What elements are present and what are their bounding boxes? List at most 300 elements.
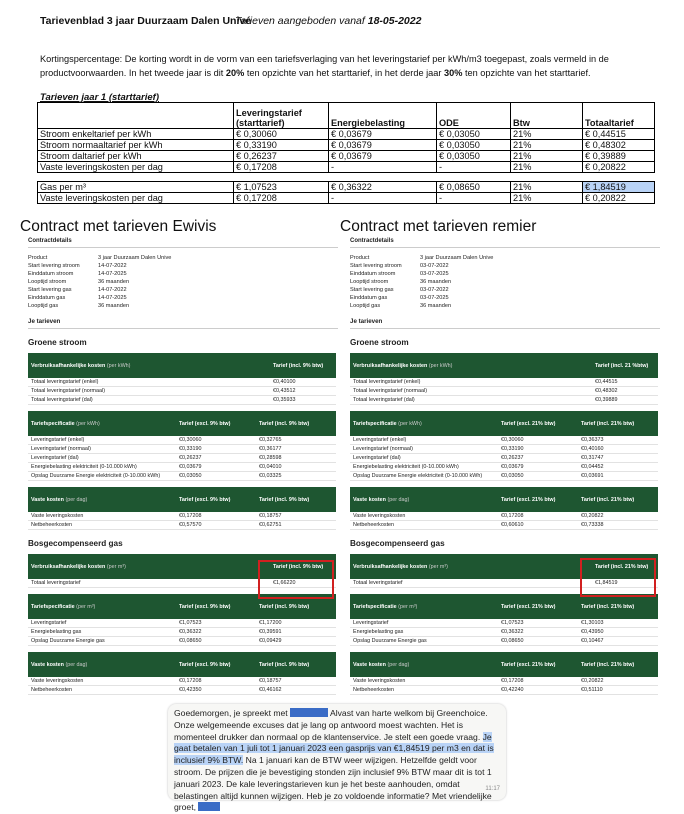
tariff-cell: € 0,03679 — [329, 140, 437, 151]
tariff-cell: Stroom daltarief per kWh — [38, 151, 234, 162]
gap-cell — [583, 173, 655, 182]
tariff-cell: € 0,08650 — [437, 182, 511, 193]
row-value: €0,17208 — [501, 513, 524, 519]
tariff-cell: € 0,26237 — [234, 151, 329, 162]
header-col: Tarief (excl. 21% btw) — [501, 661, 556, 668]
electricity-fixed-table — [350, 487, 658, 530]
row-value: €1,30103 — [581, 620, 604, 626]
tariff-row — [38, 129, 655, 140]
detail-value: 36 maanden — [420, 279, 452, 285]
tariff-cell: € 0,44515 — [583, 129, 655, 140]
message-timestamp: 11:17 — [485, 786, 500, 793]
gas-fixed-table — [28, 652, 336, 695]
highlight-box-right — [580, 558, 656, 597]
detail-value: 03-07-2025 — [420, 271, 449, 277]
contract-detail-row — [350, 278, 660, 286]
tariff-header-cell: Totaaltarief — [583, 103, 655, 129]
header-label — [350, 604, 498, 610]
tariff-cell: 21% — [511, 182, 583, 193]
row-label: Leveringstarief (normaal) — [353, 446, 413, 452]
sheet-title: Tarievenblad 3 jaar Duurzaam Dalen Univé — [40, 15, 252, 27]
header-label — [28, 662, 176, 668]
redacted-signature — [198, 802, 220, 811]
detail-value: 03-07-2025 — [420, 295, 449, 301]
contract-details-title: Contractdetails — [28, 238, 338, 248]
header-text: Vaste kosten — [353, 496, 386, 503]
header-unit: (per m³) — [106, 563, 126, 570]
gap-cell — [38, 173, 234, 182]
chat-text-1: Goedemorgen, je spreekt met — [174, 708, 288, 718]
header-col: Tarief (incl. 9% btw) — [273, 563, 324, 570]
tariff-row — [38, 151, 655, 162]
detail-value: 36 maanden — [420, 303, 452, 309]
contract-detail-row — [350, 262, 660, 270]
row-label: Energiebelasting elektriciteit (0-10.000 kWh) — [31, 464, 137, 470]
table-title: Tarieven jaar 1 (starttarief) — [40, 92, 159, 103]
row-label: Leveringstarief — [31, 620, 67, 626]
contract-detail-row — [28, 270, 338, 278]
table-row — [350, 677, 658, 686]
tariff-header-cell: Btw — [511, 103, 583, 129]
header-unit: (per dag) — [387, 661, 410, 668]
table-header — [350, 487, 658, 512]
header-label — [28, 497, 176, 503]
detail-value: 14-07-2025 — [98, 295, 127, 301]
row-label: Energiebelasting elektriciteit (0-10.000 kWh) — [353, 464, 459, 470]
header-label — [28, 604, 176, 610]
row-label: Leveringstarief (normaal) — [31, 446, 91, 452]
detail-value: 36 maanden — [98, 303, 130, 309]
header-label — [350, 497, 498, 503]
row-value: €1,66220 — [273, 580, 296, 586]
detail-value: 3 jaar Duurzaam Dalen Unive — [420, 255, 494, 261]
row-value: €0,57570 — [179, 522, 202, 528]
row-label: Totaal leveringstarief (enkel) — [353, 379, 421, 385]
tariff-cell: 21% — [511, 162, 583, 173]
header-unit: (per m³) — [76, 603, 96, 610]
tariff-cell: - — [437, 193, 511, 204]
detail-key: Einddatum gas — [350, 295, 388, 301]
je-tarieven-title: Je tarieven — [350, 318, 660, 329]
detail-value: 03-07-2022 — [420, 287, 449, 293]
contract-details-title: Contractdetails — [350, 238, 660, 248]
header-unit: (per kWh) — [428, 362, 453, 369]
detail-key: Product — [350, 255, 370, 261]
row-label: Energiebelasting gas — [31, 629, 82, 635]
row-value: €0,30060 — [179, 437, 202, 443]
row-value: €0,51110 — [581, 687, 603, 693]
gap-cell — [329, 173, 437, 182]
row-label: Totaal leveringstarief (dal) — [353, 397, 415, 403]
header-col: Tarief (incl. 9% btw) — [259, 603, 310, 610]
table-row — [350, 637, 658, 646]
header-text: Verbruiksafhankelijke kosten — [353, 362, 428, 369]
tariff-cell: € 0,17208 — [234, 162, 329, 173]
highlight-box-left — [258, 560, 334, 599]
header-text: Verbruiksafhankelijke kosten — [353, 563, 428, 570]
row-value: €0,43512 — [273, 388, 296, 394]
tariff-cell: € 0,17208 — [234, 193, 329, 204]
header-text: Tariefspecificatie — [31, 603, 75, 610]
row-value: €0,03679 — [501, 464, 524, 470]
chat-text-3: Na 1 januari kan de BTW weer wijzigen. Hetzelfde geldt voor stroom. De prijzen die je bevestiging stonden zijn inclusief 9% BTW maar dit is tot 1 januari 2023. De kale leveringstarieven kun je het beste aanhouden, omdat belastingen altijd kunnen wijzigen. Heb je zo voldoende informatie? Met vriendelijke groet, — [174, 755, 492, 813]
tariff-cell: - — [329, 162, 437, 173]
header-unit: (per dag) — [65, 496, 88, 503]
row-value: €0,09429 — [259, 638, 282, 644]
row-value: €0,03691 — [581, 473, 604, 479]
chat-message — [168, 704, 506, 813]
row-label: Leveringstarief (enkel) — [31, 437, 85, 443]
header-col: Tarief (incl. 9% btw) — [259, 420, 310, 427]
header-col: Tarief (incl. 21% btw) — [581, 603, 635, 610]
table-header — [350, 411, 658, 436]
je-tarieven-title: Je tarieven — [28, 318, 338, 329]
table-row — [28, 378, 336, 387]
row-value: €0,28598 — [259, 455, 282, 461]
row-value: €0,60610 — [501, 522, 524, 528]
header-col: Tarief (incl. 9% btw) — [259, 661, 310, 668]
table-row — [28, 686, 336, 695]
tariff-cell: Stroom enkeltarief per kWh — [38, 129, 234, 140]
tariff-cell: 21% — [511, 151, 583, 162]
detail-key: Looptijd stroom — [350, 279, 389, 285]
detail-value: 14-07-2025 — [98, 271, 127, 277]
tariff-row — [38, 140, 655, 151]
header-text: Tariefspecificatie — [353, 420, 397, 427]
intro-pct-2: 20% — [225, 68, 245, 78]
header-label — [350, 662, 498, 668]
table-row — [350, 619, 658, 628]
row-label: Vaste leveringskosten — [353, 513, 406, 519]
header-text: Tariefspecificatie — [353, 603, 397, 610]
tariff-gap-row — [38, 173, 655, 182]
header-unit: (per m³) — [428, 563, 448, 570]
header-col: Tarief (excl. 21% btw) — [501, 420, 556, 427]
row-label: Totaal leveringstarief — [31, 580, 81, 586]
contract-detail-row — [350, 302, 660, 310]
detail-value: 03-07-2022 — [420, 263, 449, 269]
row-label: Totaal leveringstarief (enkel) — [31, 379, 99, 385]
gap-cell — [234, 173, 329, 182]
detail-key: Start levering gas — [28, 287, 72, 293]
header-label — [350, 363, 592, 369]
header-label — [350, 564, 592, 570]
row-value: €1,07523 — [179, 620, 202, 626]
row-value: €0,08650 — [179, 638, 202, 644]
header-col: Tarief (excl. 21% btw) — [501, 496, 556, 503]
table-row — [28, 619, 336, 628]
tariff-cell: € 0,03050 — [437, 140, 511, 151]
detail-key: Looptijd gas — [28, 303, 59, 309]
header-unit: (per dag) — [387, 496, 410, 503]
table-row — [350, 454, 658, 463]
header-unit: (per kWh) — [106, 362, 131, 369]
row-value: €1,84519 — [595, 580, 618, 586]
contract-detail-row — [28, 302, 338, 310]
detail-key: Start levering stroom — [350, 263, 402, 269]
tariff-header-cell: ODE — [437, 103, 511, 129]
chat-text-2: Alvast van harte welkom bij Greenchoice. Onze welgemeende excuses dat je lang op antwoord moest wachten. Het is momenteel drukker dan normaal op de klantenservice. Je stelt een goede vraag. — [174, 708, 488, 742]
row-value: €0,40160 — [581, 446, 604, 452]
table-row — [350, 512, 658, 521]
table-row — [28, 637, 336, 646]
table-row — [28, 463, 336, 472]
electricity-spec-table — [350, 411, 658, 481]
tariff-cell: Gas per m³ — [38, 182, 234, 193]
contract-detail-row — [350, 270, 660, 278]
tariff-row — [38, 162, 655, 173]
sheet-subtitle — [235, 15, 421, 27]
electricity-spec-table — [28, 411, 336, 481]
row-label: Leveringstarief — [353, 620, 389, 626]
header-label — [350, 421, 498, 427]
row-value: €0,10467 — [581, 638, 604, 644]
header-text: Vaste kosten — [31, 496, 64, 503]
tariff-cell: 21% — [511, 140, 583, 151]
row-value: €1,17200 — [259, 620, 282, 626]
header-lev-b: (starttarief) — [236, 118, 285, 128]
row-value: €0,03050 — [501, 473, 524, 479]
table-row — [28, 454, 336, 463]
header-col: Tarief (incl. 21% btw) — [595, 563, 649, 570]
intro-part: ten opzichte van het starttarief, in het derde jaar — [244, 68, 444, 78]
table-header — [350, 353, 658, 378]
header-col: Tarief (excl. 21% btw) — [501, 603, 556, 610]
table-row — [350, 628, 658, 637]
row-label: Opslag Duurzame Energie elektriciteit (0-10.000 kWh) — [31, 473, 161, 479]
row-value: €0,62751 — [259, 522, 282, 528]
row-label: Vaste leveringskosten — [31, 513, 84, 519]
row-value: €0,42240 — [501, 687, 524, 693]
row-label: Vaste leveringskosten — [353, 678, 406, 684]
header-col: Tarief (excl. 9% btw) — [179, 496, 231, 503]
row-label: Leveringstarief (enkel) — [353, 437, 407, 443]
row-value: €0,39889 — [595, 397, 618, 403]
tariff-table — [37, 102, 655, 204]
tariff-cell: € 1,07523 — [234, 182, 329, 193]
tariff-cell: € 0,33190 — [234, 140, 329, 151]
gas-spec-table — [350, 594, 658, 646]
row-value: €0,04452 — [581, 464, 604, 470]
row-value: €0,03679 — [179, 464, 202, 470]
row-label: Totaal leveringstarief — [353, 580, 403, 586]
header-col: Tarief (incl. 9% btw) — [259, 496, 310, 503]
contract-panel-left — [28, 238, 338, 695]
table-header — [350, 652, 658, 677]
row-value: €0,36373 — [581, 437, 604, 443]
table-header — [28, 353, 336, 378]
tariff-cell: - — [437, 162, 511, 173]
row-value: €0,03050 — [179, 473, 202, 479]
table-row — [28, 396, 336, 405]
tariff-cell: € 0,20822 — [583, 162, 655, 173]
header-text: Vaste kosten — [353, 661, 386, 668]
detail-value: 14-07-2022 — [98, 263, 127, 269]
detail-key: Einddatum gas — [28, 295, 66, 301]
detail-value: 14-07-2022 — [98, 287, 127, 293]
header-text: Vaste kosten — [31, 661, 64, 668]
intro-part: Kortingspercentage: De korting wordt in de vorm van een tariefsverlaging van het leveringstarief per kWh/m3 toegepast, zoals vermeld in de productvoorwaarden. In het tweede jaar is dit — [40, 54, 609, 78]
tariff-cell: € 0,20822 — [583, 193, 655, 204]
row-value: €0,44515 — [595, 379, 618, 385]
table-row — [28, 677, 336, 686]
header-label — [28, 421, 176, 427]
contract-panel-right — [350, 238, 660, 695]
header-unit: (per dag) — [65, 661, 88, 668]
contract-detail-row — [28, 294, 338, 302]
contract-detail-row — [350, 294, 660, 302]
table-row — [28, 445, 336, 454]
groene-stroom-title: Groene stroom — [28, 338, 87, 347]
tariff-cell: Stroom normaaltarief per kWh — [38, 140, 234, 151]
header-unit: (per m³) — [398, 603, 418, 610]
row-label: Opslag Duurzame Energie gas — [31, 638, 105, 644]
row-label: Energiebelasting gas — [353, 629, 404, 635]
row-label: Opslag Duurzame Energie gas — [353, 638, 427, 644]
table-row — [350, 436, 658, 445]
header-col: Tarief (excl. 9% btw) — [179, 420, 231, 427]
row-value: €0,03325 — [259, 473, 282, 479]
row-value: €0,18757 — [259, 513, 282, 519]
right-section-title: Contract met tarieven remier — [340, 218, 537, 235]
table-header — [28, 411, 336, 436]
tariff-header-cell: Energiebelasting — [329, 103, 437, 129]
tariff-cell: € 1,84519 — [583, 182, 655, 193]
header-text: Tariefspecificatie — [31, 420, 75, 427]
intro-pct-3: 30% — [444, 68, 463, 78]
table-header — [28, 487, 336, 512]
gap-cell — [437, 173, 511, 182]
electricity-usage-table — [28, 353, 336, 405]
sheet-header — [40, 15, 422, 27]
row-value: €0,17208 — [179, 513, 202, 519]
detail-key: Start levering gas — [350, 287, 394, 293]
tariff-cell: € 0,36322 — [329, 182, 437, 193]
row-value: €1,07523 — [501, 620, 524, 626]
row-value: €0,31747 — [581, 455, 604, 461]
tariff-cell: - — [329, 193, 437, 204]
intro-part: ten opzichte van het starttarief. — [462, 68, 591, 78]
bos-gas-title: Bosgecompenseerd gas — [28, 539, 123, 548]
header-col: Tarief (incl. 21% btw) — [581, 661, 635, 668]
contract-detail-row — [28, 254, 338, 262]
contract-detail-row — [28, 278, 338, 286]
table-row — [350, 396, 658, 405]
row-value: €0,20822 — [581, 513, 604, 519]
subtitle-label: Tarieven aangeboden vanaf — [235, 15, 365, 27]
redacted-name — [290, 708, 328, 717]
row-label: Opslag Duurzame Energie elektriciteit (0-10.000 kWh) — [353, 473, 483, 479]
row-value: €0,33190 — [501, 446, 524, 452]
header-col: Tarief (excl. 9% btw) — [179, 603, 231, 610]
tariff-cell: € 0,39889 — [583, 151, 655, 162]
tariff-cell: € 0,03050 — [437, 129, 511, 140]
detail-key: Einddatum stroom — [350, 271, 396, 277]
table-row — [28, 436, 336, 445]
contract-detail-row — [28, 262, 338, 270]
tariff-cell: 21% — [511, 129, 583, 140]
tariff-header-row — [38, 103, 655, 129]
row-value: €0,08650 — [501, 638, 524, 644]
row-value: €0,18757 — [259, 678, 282, 684]
table-row — [350, 472, 658, 481]
tariff-sheet — [0, 0, 684, 214]
row-value: €0,32765 — [259, 437, 282, 443]
row-label: Netbeheerkosten — [31, 522, 73, 528]
header-col: Tarief (excl. 9% btw) — [179, 661, 231, 668]
table-header — [350, 594, 658, 619]
header-unit: (per kWh) — [398, 420, 422, 427]
row-label: Totaal leveringstarief (dal) — [31, 397, 93, 403]
table-row — [350, 463, 658, 472]
detail-key: Looptijd gas — [350, 303, 381, 309]
row-value: €0,35933 — [273, 397, 296, 403]
electricity-fixed-table — [28, 487, 336, 530]
detail-key: Start levering stroom — [28, 263, 80, 269]
row-value: €0,42350 — [179, 687, 202, 693]
table-row — [28, 521, 336, 530]
tariff-cell: € 0,03679 — [329, 129, 437, 140]
row-value: €0,33190 — [179, 446, 202, 452]
contract-detail-row — [350, 254, 660, 262]
header-lev-a: Leveringstarief — [236, 108, 302, 118]
table-row — [28, 387, 336, 396]
tariff-header-cell — [234, 103, 329, 129]
tariff-cell: Vaste leveringskosten per dag — [38, 193, 234, 204]
header-unit: (per kWh) — [76, 420, 100, 427]
header-col: Tarief (incl. 21% btw) — [581, 496, 635, 503]
table-row — [350, 445, 658, 454]
row-value: €0,43950 — [581, 629, 604, 635]
row-value: €0,36177 — [259, 446, 282, 452]
header-col: Tarief (incl. 21 %btw) — [595, 362, 649, 369]
table-row — [350, 521, 658, 530]
row-value: €0,40100 — [273, 379, 296, 385]
tariff-cell: Vaste leveringskosten per dag — [38, 162, 234, 173]
row-label: Leveringstarief (dal) — [353, 455, 401, 461]
tariff-cell: € 0,48302 — [583, 140, 655, 151]
row-value: €0,26237 — [501, 455, 524, 461]
tariff-cell: 21% — [511, 193, 583, 204]
row-value: €0,20822 — [581, 678, 604, 684]
header-col: Tarief (incl. 21% btw) — [581, 420, 635, 427]
table-header — [28, 652, 336, 677]
detail-value: 36 maanden — [98, 279, 130, 285]
header-label — [28, 564, 270, 570]
row-label: Netbeheerkosten — [31, 687, 73, 693]
row-value: €0,48302 — [595, 388, 618, 394]
electricity-usage-table — [350, 353, 658, 405]
row-value: €0,30060 — [501, 437, 524, 443]
row-label: Vaste leveringskosten — [31, 678, 84, 684]
row-value: €0,36322 — [179, 629, 202, 635]
row-value: €0,17208 — [179, 678, 202, 684]
header-text: Verbruiksafhankelijke kosten — [31, 362, 106, 369]
detail-key: Einddatum stroom — [28, 271, 74, 277]
tariff-cell: € 0,03050 — [437, 151, 511, 162]
table-row — [350, 387, 658, 396]
row-value: €0,73338 — [581, 522, 604, 528]
header-text: Verbruiksafhankelijke kosten — [31, 563, 106, 570]
contract-detail-row — [28, 286, 338, 294]
gas-fixed-table — [350, 652, 658, 695]
row-value: €0,04010 — [259, 464, 282, 470]
header-col: Tarief (incl. 9% btw) — [273, 362, 324, 369]
detail-key: Product — [28, 255, 48, 261]
row-value: €0,36322 — [501, 629, 524, 635]
row-label: Totaal leveringstarief (normaal) — [31, 388, 106, 394]
row-value: €0,46162 — [259, 687, 282, 693]
